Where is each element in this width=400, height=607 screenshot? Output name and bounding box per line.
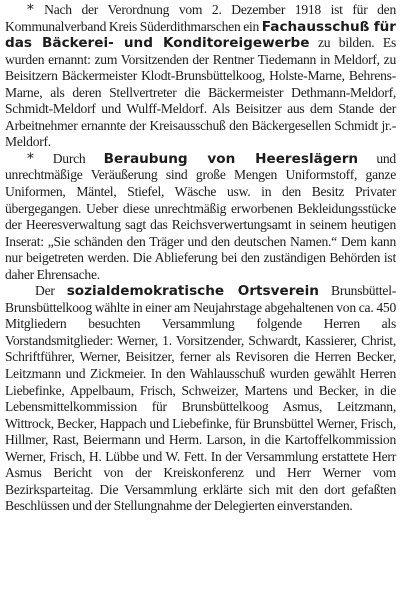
text-run: Der [35,283,67,299]
paragraph-marker: * [27,2,45,18]
text-run: Durch [52,150,104,166]
paragraph-bakery-committee [5,2,396,151]
text-run: Nach der Verordnung vom 2. Dezember 1918 ist für den Kommunalverband Kreis Süderdithmarschen ein [5,2,397,34]
text-run: und unrechtmäßige Veräußerung sind große Mengen Uniformstoff, ganze Uniformen, Mäntel, Stiefel, Wäsche usw. in den Besitz Privater übergegangen. Ueber diese unrechtmäßig erworbenen Bekleidungsstücke der Heeresverwaltung sagt das Reichsverwertungsamt in seinem heutigen Inserat: „Sie schänden den Träger und den deutschen Namen.“ Dem kann nur beigetreten werden. Die Ablieferung bei den zuständigen Behörden ist daher Ehrensache. [5,150,396,282]
paragraph-army-depots [5,151,396,283]
paragraph-social-democrats [5,283,396,515]
paragraph-marker: * [27,150,53,167]
text-run: Brunsbüttel-Brunsbüttelkoog wählte in einer am Neujahrstage abgehaltenen von ca. 450 Mitgliedern besuchten Versammlung folgende Herren als Vorstandsmitglieder: Werner, 1. Vorsitzender, Schwardt, Kassierer, Christ, Schriftführer, Werner, Beisitzer, ferner als Revisoren die Herren Becker, Leitzmann und Zickmeier. In den Wahlausschuß wurden gewählt Herren Liebefinke, Appelbaum, Frisch, Schweizer, Martens und Becker, in die Lebensmittelkommission für Brunsbüttelkoog Asmus, Leitzmann, Wittrock, Becker, Happach und Liebefinke, für Brunsbüttel Werner, Frisch, Hillmer, Rast, Beiermann und Herm. Larson, in die Kartoffelkommission Werner, Frisch, H. Lübbe und W. Fett. In der Versammlung erstattete Herr Asmus Bericht von der Kreiskonferenz und Herr Werner vom Bezirksparteitag. Die Versammlung erklärte sich mit den dort gefaßten Beschlüssen und der Stellungnahme der Delegierten einverstanden. [5,283,396,514]
bold-heading-run: Fachausschuß für das Bäckerei- und Konditoreigewerbe [5,18,396,52]
bold-heading-run: Beraubung von Heereslägern [103,150,359,167]
bold-heading-run: sozialdemokratische Ortsverein [66,283,319,300]
text-run: zu bilden. Es wurden ernannt: zum Vorsitzenden der Rentner Tiedemann in Meldorf, zu Beisitzern Bäckermeister Klodt-Brunsbüttelkoog, Holste-Marne, Behrens-Marne, als deren Stellvertreter die Bäckermeister Dethmann-Meldorf, Schmidt-Meldorf und Wulff-Meldorf. Als Beisitzer aus dem Stande der Arbeitnehmer ernannte der Kreisausschuß den Bäckergesellen Schmidt jr.-Meldorf. [5,35,396,150]
